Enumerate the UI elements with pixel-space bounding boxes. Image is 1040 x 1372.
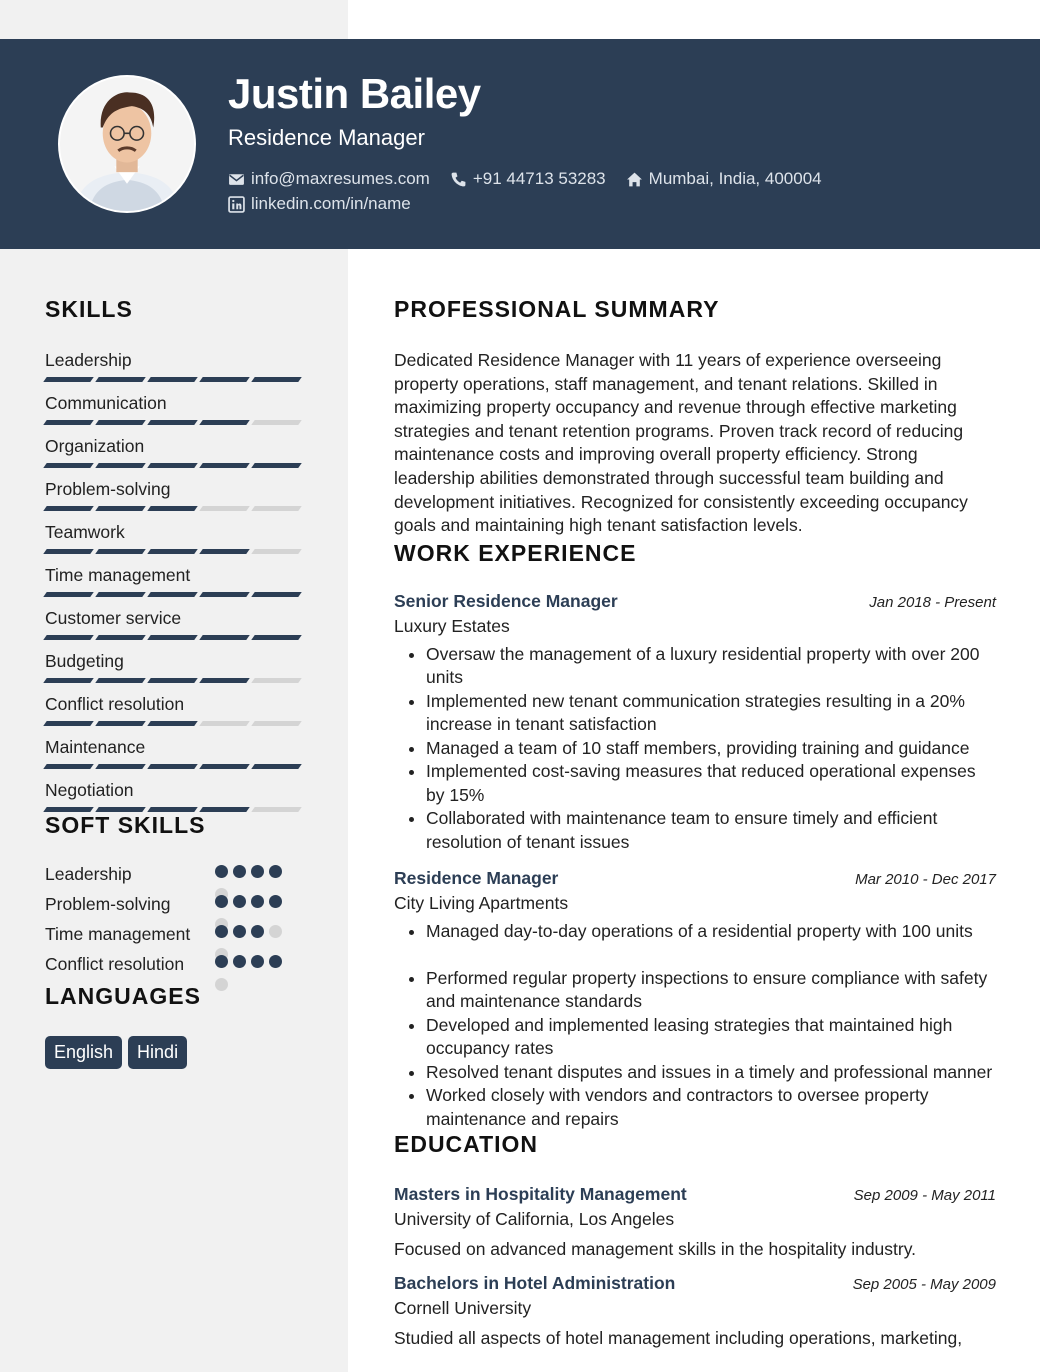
- rating-dot: [251, 955, 264, 968]
- skill-level-bar: [45, 678, 305, 683]
- job-date: Mar 2010 - Dec 2017: [855, 871, 996, 889]
- rating-dot: [215, 925, 228, 938]
- skill-level-segment: [95, 420, 146, 425]
- avatar: [58, 75, 196, 213]
- list-item: • Implemented cost-saving measures that reduced operational expenses by 15%: [426, 760, 996, 807]
- skill-item: [45, 519, 305, 562]
- skill-level-segment: [251, 463, 302, 468]
- right-column: [394, 296, 996, 1350]
- skill-level-segment: [199, 764, 250, 769]
- company-name: City Living Apartments: [394, 893, 569, 914]
- languages-title: LANGUAGES: [45, 983, 201, 1009]
- skill-item: [45, 476, 305, 519]
- list-item: • Worked closely with vendors and contractors to oversee property maintenance and repairs: [426, 1084, 996, 1131]
- skill-level-bar: [45, 506, 305, 511]
- skill-level-segment: [251, 635, 302, 640]
- job-title: Residence Manager: [394, 868, 559, 889]
- skill-level-segment: [95, 506, 146, 511]
- contact-linkedin[interactable]: [228, 194, 411, 214]
- skill-level-segment: [147, 377, 198, 382]
- skill-level-bar: [45, 463, 305, 468]
- candidate-name: Justin Bailey: [228, 70, 481, 117]
- skill-level-segment: [251, 592, 302, 597]
- skill-name: Time management: [45, 565, 191, 585]
- skill-level-segment: [199, 678, 250, 683]
- language-badge: Hindi: [128, 1036, 187, 1069]
- skills-title: SKILLS: [45, 296, 133, 322]
- skill-name: Organization: [45, 436, 145, 456]
- skill-item: [45, 691, 305, 734]
- summary-text: Dedicated Residence Manager with 11 years of experience overseeing property operations, staff management, and tenant relations. Skilled in maximizing property occupancy and revenue through effective marketing strategies and tenant retention programs. Proven track record of reducing maintenance costs and improving overall property efficiency. Strong leadership abilities demonstrated through successful team building and development initiatives. Recognized for consistently exceeding occupancy goals and maintaining high tenant satisfaction levels.: [394, 350, 968, 536]
- skill-level-segment: [43, 592, 94, 597]
- skill-level-segment: [95, 592, 146, 597]
- soft-skill-name: Leadership: [45, 864, 132, 884]
- rating-dot: [233, 865, 246, 878]
- skill-name: Leadership: [45, 350, 132, 370]
- skill-name: Communication: [45, 393, 167, 413]
- skill-level-segment: [199, 807, 250, 812]
- rating-dot: [251, 925, 264, 938]
- skill-name: Problem-solving: [45, 479, 171, 499]
- skill-level-segment: [95, 635, 146, 640]
- rating-dot: [269, 895, 282, 908]
- skill-level-segment: [199, 721, 250, 726]
- skill-level-segment: [147, 463, 198, 468]
- education-description: Focused on advanced management skills in the hospitality industry.: [394, 1239, 917, 1260]
- home-icon: [626, 171, 643, 188]
- company-name: Luxury Estates: [394, 615, 510, 636]
- skill-level-segment: [251, 721, 302, 726]
- rating-dot: [233, 925, 246, 938]
- contact-info: [228, 167, 842, 217]
- skill-item: [45, 648, 305, 691]
- skill-level-segment: [199, 506, 250, 511]
- soft-skill-name: Conflict resolution: [45, 954, 185, 974]
- soft-skill-name: Time management: [45, 924, 191, 944]
- degree-title: Masters in Hospitality Management: [394, 1184, 687, 1205]
- rating-dot: [233, 955, 246, 968]
- soft-skill-item: [45, 953, 305, 976]
- skill-level-segment: [251, 377, 302, 382]
- skill-level-segment: [199, 635, 250, 640]
- contact-phone[interactable]: [450, 169, 606, 189]
- skill-level-segment: [251, 678, 302, 683]
- job-entry: [394, 591, 996, 855]
- skill-level-segment: [199, 463, 250, 468]
- skill-level-bar: [45, 764, 305, 769]
- soft-skill-item: [45, 923, 305, 946]
- rating-dot: [215, 895, 228, 908]
- skill-level-segment: [95, 678, 146, 683]
- location-text: Mumbai, India, 400004: [648, 169, 822, 188]
- skill-level-segment: [199, 549, 250, 554]
- skill-name: Conflict resolution: [45, 694, 185, 714]
- skill-level-segment: [147, 592, 198, 597]
- language-badge: English: [45, 1036, 122, 1069]
- contact-location: [626, 169, 822, 189]
- soft-skill-name: Problem-solving: [45, 894, 171, 914]
- skill-level-segment: [95, 549, 146, 554]
- candidate-role: Residence Manager: [228, 125, 425, 150]
- job-bullets: [394, 643, 996, 855]
- skill-level-bar: [45, 420, 305, 425]
- linkedin-icon: [228, 196, 245, 213]
- rating-dot: [269, 955, 282, 968]
- skill-name: Maintenance: [45, 737, 146, 757]
- rating-dot: [215, 978, 228, 991]
- rating-dot: [215, 955, 228, 968]
- rating-dot: [233, 895, 246, 908]
- skill-level-segment: [43, 506, 94, 511]
- phone-icon: [450, 171, 467, 188]
- skill-level-bar: [45, 807, 305, 812]
- list-item: • Collaborated with maintenance team to ensure timely and efficient resolution of tenant issues: [426, 807, 996, 854]
- skill-level-segment: [95, 764, 146, 769]
- skill-level-segment: [147, 721, 198, 726]
- education-title: EDUCATION: [394, 1131, 539, 1158]
- skill-name: Negotiation: [45, 780, 134, 800]
- skill-level-segment: [199, 377, 250, 382]
- skill-level-segment: [95, 807, 146, 812]
- skill-level-segment: [147, 807, 198, 812]
- envelope-icon: [228, 171, 245, 188]
- skill-level-segment: [147, 635, 198, 640]
- rating-dot: [269, 865, 282, 878]
- list-item: • Oversaw the management of a luxury residential property with over 200 units: [426, 643, 996, 690]
- skill-level-bar: [45, 721, 305, 726]
- rating-dot: [251, 895, 264, 908]
- skill-item: [45, 390, 305, 433]
- skill-level-segment: [147, 506, 198, 511]
- skill-level-segment: [43, 420, 94, 425]
- job-title: Senior Residence Manager: [394, 590, 618, 611]
- list-item: • Performed regular property inspections to ensure compliance with safety and maintenance standards: [426, 967, 996, 1014]
- list-item: • Managed a team of 10 staff members, providing training and guidance: [426, 737, 996, 761]
- skill-level-bar: [45, 635, 305, 640]
- skill-level-segment: [147, 678, 198, 683]
- list-item: • Resolved tenant disputes and issues in a timely and professional manner: [426, 1061, 996, 1085]
- soft-skills-title: SOFT SKILLS: [45, 812, 206, 838]
- skill-level-bar: [45, 377, 305, 382]
- skill-level-segment: [251, 764, 302, 769]
- skill-item: [45, 347, 305, 390]
- soft-skill-item: [45, 863, 305, 886]
- profile-photo: [60, 77, 194, 211]
- skill-level-bar: [45, 592, 305, 597]
- skill-level-segment: [43, 635, 94, 640]
- rating-dot: [215, 865, 228, 878]
- skill-item: [45, 605, 305, 648]
- skill-level-segment: [251, 420, 302, 425]
- skill-item: [45, 562, 305, 605]
- skill-item: [45, 734, 305, 777]
- list-item: • Managed day-to-day operations of a residential property with 100 units: [426, 920, 996, 944]
- rating-dot: [251, 865, 264, 878]
- school-name: University of California, Los Angeles: [394, 1209, 675, 1230]
- soft-skill-item: [45, 893, 305, 916]
- summary-title: PROFESSIONAL SUMMARY: [394, 296, 720, 322]
- skill-level-bar: [45, 549, 305, 554]
- skill-level-segment: [147, 420, 198, 425]
- phone-text: +91 44713 53283: [472, 169, 606, 188]
- contact-email[interactable]: [228, 169, 430, 189]
- skill-level-segment: [251, 807, 302, 812]
- skill-level-segment: [43, 678, 94, 683]
- job-bullets: [394, 920, 996, 1131]
- school-name: Cornell University: [394, 1298, 532, 1319]
- skill-level-segment: [43, 463, 94, 468]
- skill-name: Budgeting: [45, 651, 124, 671]
- skill-level-segment: [147, 549, 198, 554]
- education-entry: [394, 1273, 996, 1350]
- skill-level-segment: [251, 549, 302, 554]
- skill-level-segment: [147, 764, 198, 769]
- education-date: Sep 2009 - May 2011: [853, 1187, 996, 1205]
- skill-level-segment: [43, 764, 94, 769]
- skill-level-segment: [199, 420, 250, 425]
- rating-dot: [269, 925, 282, 938]
- email-text: info@maxresumes.com: [251, 169, 430, 188]
- education-entry: [394, 1184, 996, 1261]
- job-date: Jan 2018 - Present: [869, 593, 996, 611]
- skill-level-segment: [95, 377, 146, 382]
- languages-list: [45, 1036, 305, 1069]
- soft-skills-list: [45, 863, 305, 976]
- education-description: Studied all aspects of hotel management including operations, marketing,: [394, 1328, 963, 1349]
- skill-level-segment: [43, 807, 94, 812]
- skill-name: Customer service: [45, 608, 182, 628]
- skill-level-segment: [199, 592, 250, 597]
- skill-item: [45, 433, 305, 476]
- skill-level-segment: [95, 721, 146, 726]
- list-item: • Developed and implemented leasing strategies that maintained high occupancy rates: [426, 1014, 996, 1061]
- skill-name: Teamwork: [45, 522, 125, 542]
- skills-list: [45, 347, 305, 820]
- soft-skill-rating: [215, 955, 295, 1001]
- left-column: [45, 296, 305, 1069]
- skill-level-segment: [43, 721, 94, 726]
- degree-title: Bachelors in Hotel Administration: [394, 1273, 676, 1294]
- skill-level-segment: [43, 377, 94, 382]
- job-entry: [394, 868, 996, 1131]
- experience-title: WORK EXPERIENCE: [394, 539, 637, 566]
- list-item: • Implemented new tenant communication strategies resulting in a 20% increase in tenant satisfaction: [426, 690, 996, 737]
- linkedin-text: linkedin.com/in/name: [251, 194, 411, 213]
- education-date: Sep 2005 - May 2009: [852, 1276, 996, 1294]
- skill-level-segment: [43, 549, 94, 554]
- skill-level-segment: [251, 506, 302, 511]
- skill-level-segment: [95, 463, 146, 468]
